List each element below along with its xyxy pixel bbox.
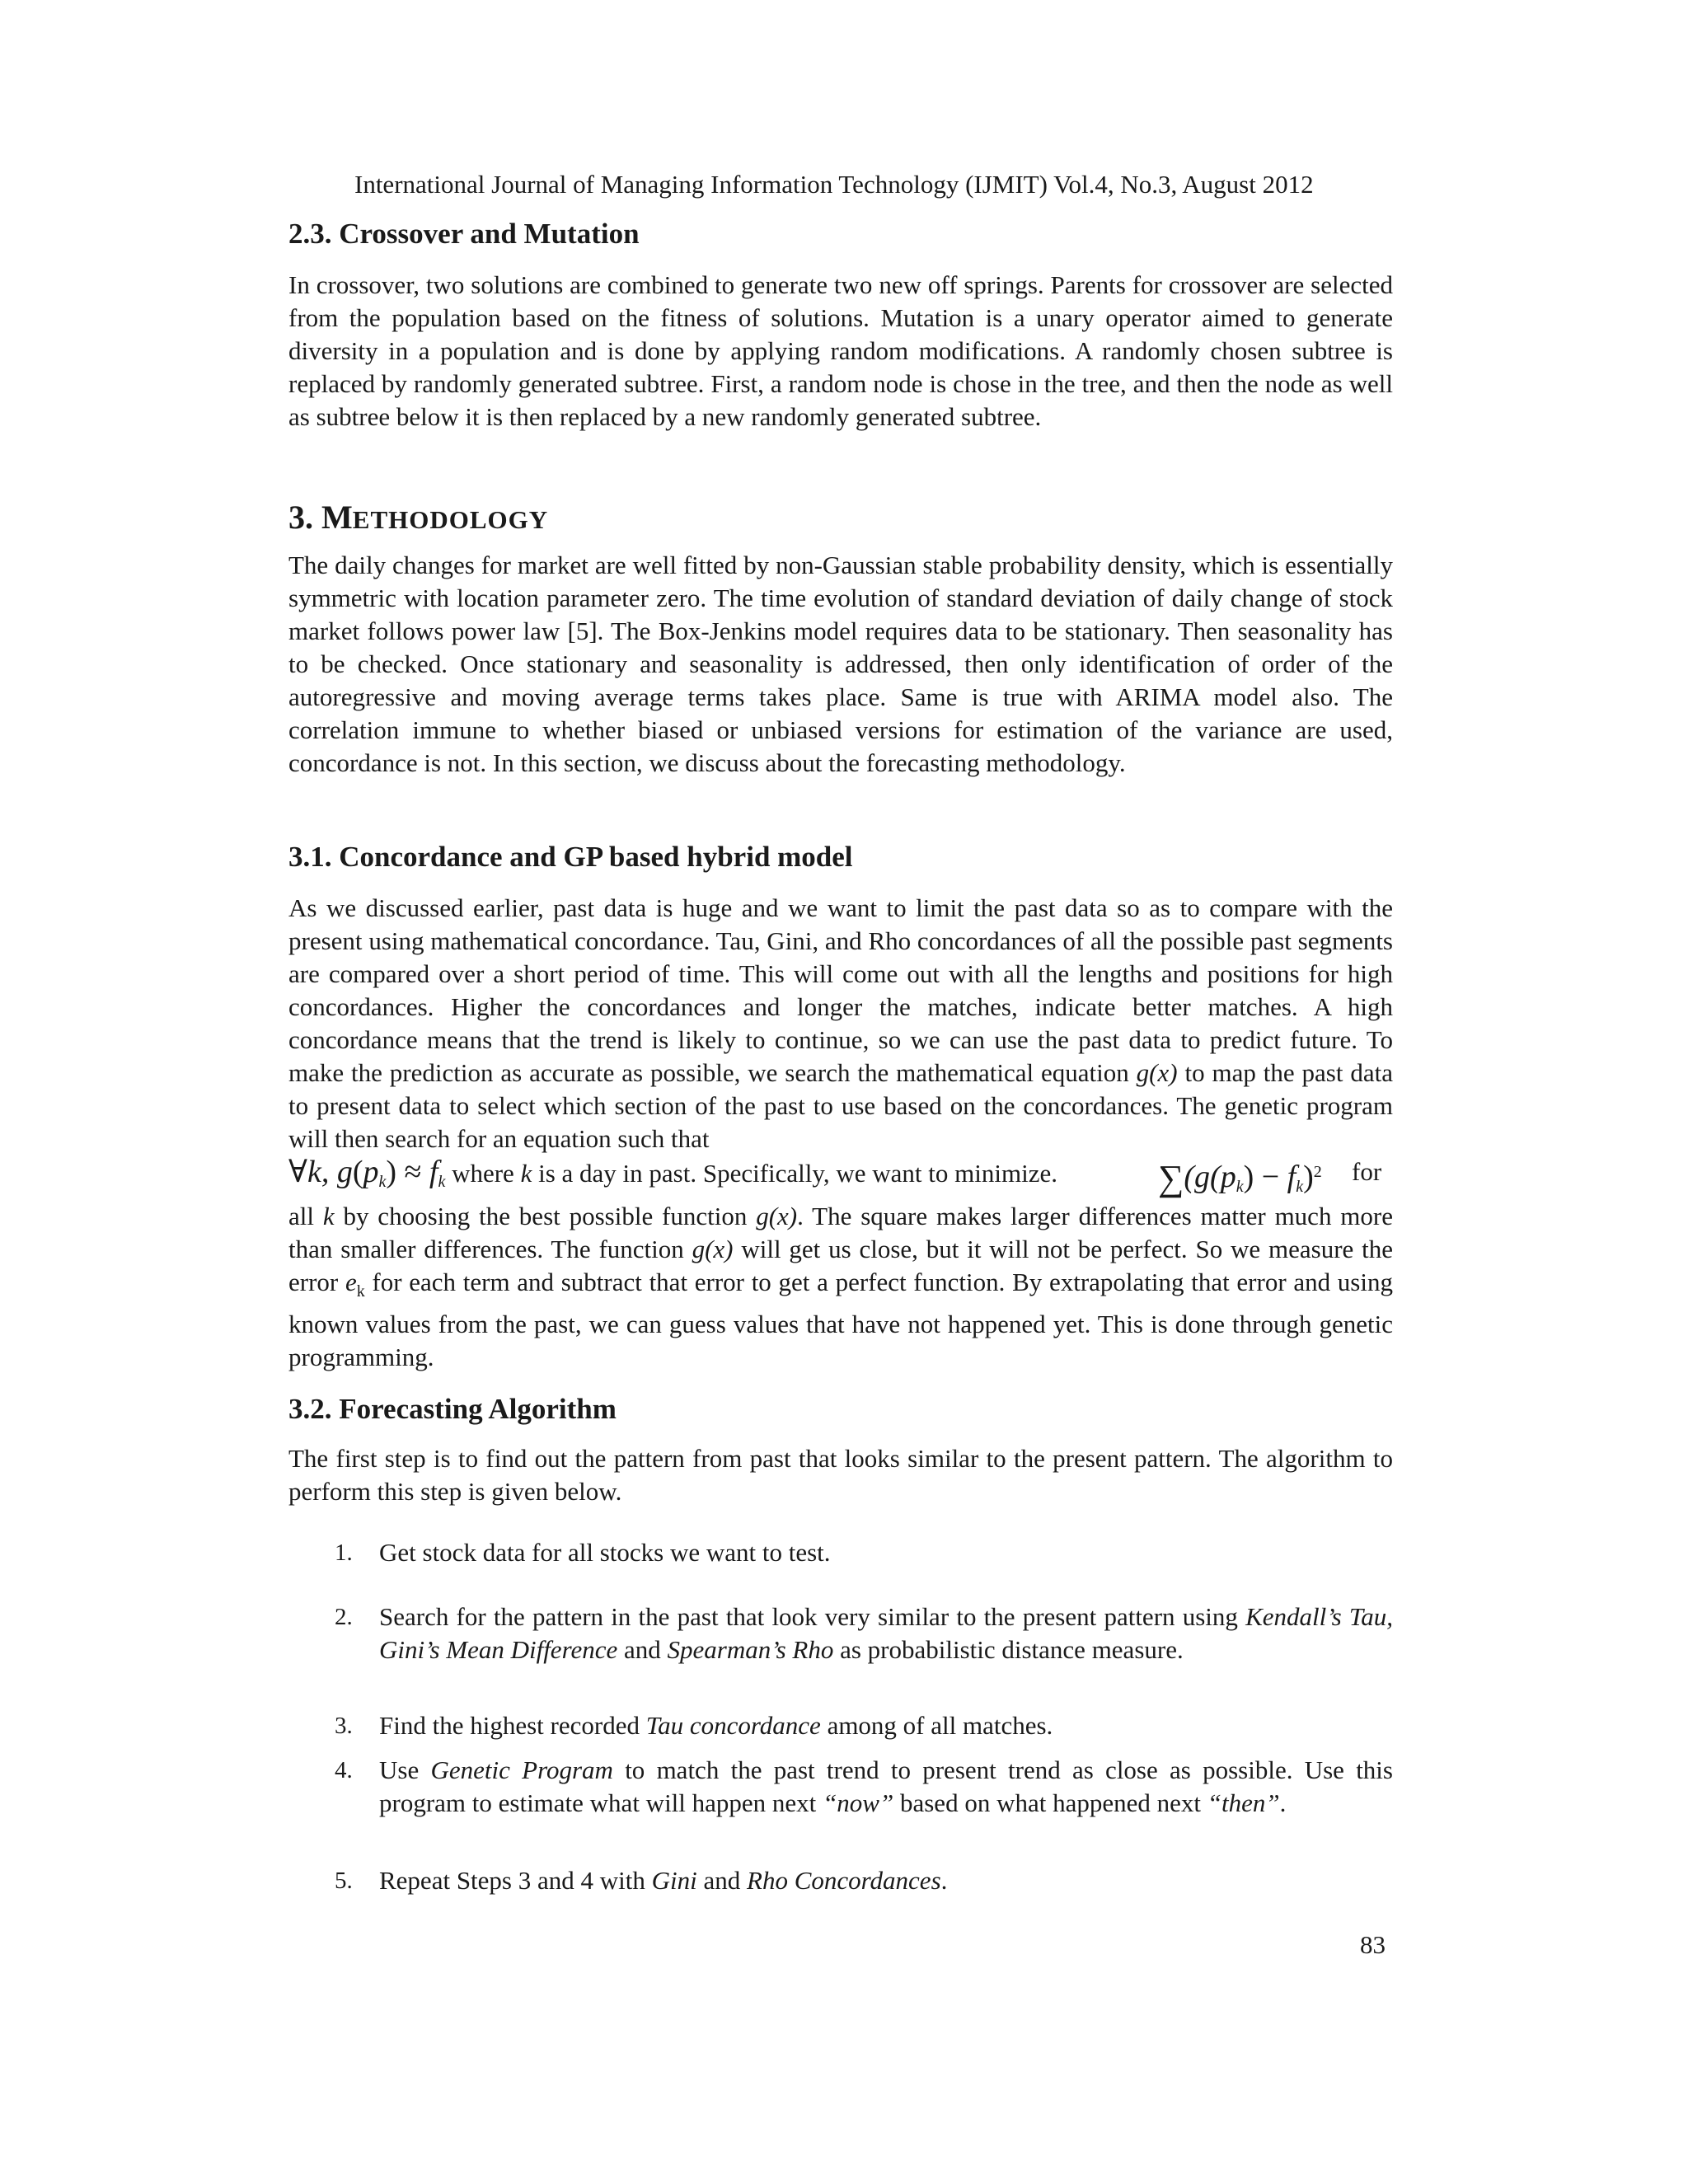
section-3-1-heading: 3.1. Concordance and GP based hybrid model (288, 841, 853, 873)
list-text-part: and (617, 1635, 668, 1664)
paragraph-text: by choosing the best possible function (334, 1202, 757, 1230)
var-k: k (322, 1202, 335, 1230)
math-var-k: k (307, 1155, 321, 1189)
list-number: 4. (335, 1757, 353, 1783)
section-3-paragraph: The daily changes for market are well fitted by non-Gaussian stable probability density, which is essentially symmetric with location parameter zero. The time evolution of standard deviation of daily change of stock market follows power law [5]. The Box-Jenkins model requires data to be stationary. Then seasonality has to be checked. Once stationary and seasonality is addressed, then only identification of order of the autoregressive and moving average terms takes place. Same is true with ARIMA model also. The correlation immune to whether biased or unbiased versions for estimation of the variance are used, concordance is not. In this section, we discuss about the forecasting methodology. (288, 551, 1393, 777)
error-e: e (345, 1268, 357, 1296)
paragraph-text: to map the past data to present data to select which section of the past to use based on the concordances. The genetic program will then search for an equation such that (288, 1058, 1393, 1153)
section-3-heading (288, 498, 1393, 537)
list-number: 2. (335, 1604, 353, 1630)
math-approx: ) ≈ (386, 1155, 429, 1189)
list-text-part: to match the past trend to present trend as close as possible. Use this program to estimate what will happen next (379, 1755, 1393, 1817)
list-number: 3. (335, 1713, 353, 1739)
error-sub-k: k (356, 1282, 365, 1301)
list-emphasis: Tau concordance (645, 1711, 821, 1740)
list-emphasis: “then” (1207, 1788, 1280, 1817)
list-text (379, 1864, 1393, 1897)
section-3-number: 3. (288, 499, 321, 536)
math-g: , g (321, 1155, 353, 1189)
section-3-1-body (288, 892, 1393, 1155)
section-2-3-heading: 2.3. Crossover and Mutation (288, 218, 640, 250)
list-emphasis: Gini (651, 1866, 697, 1895)
expr-close: ) (1303, 1160, 1314, 1194)
math-sub-k: k (378, 1173, 387, 1191)
list-text-part: Repeat Steps 3 and 4 with (379, 1866, 652, 1895)
expr-minus: ) − (1243, 1160, 1287, 1194)
expr-sub-k: k (1236, 1178, 1244, 1196)
function-g-of-x: g(x) (1136, 1058, 1178, 1087)
section-3-1-paragraph-1 (288, 892, 1393, 1155)
expr-f: f (1287, 1160, 1296, 1194)
expr-open: (g( (1184, 1160, 1221, 1194)
list-text-part: . (940, 1866, 948, 1895)
list-text-part: based on what happened next (893, 1788, 1207, 1817)
math-var-f: f (429, 1155, 438, 1189)
paragraph-text: will get us close, but it will not be perfect. So we measure the error (288, 1235, 1393, 1296)
minimize-expression (1158, 1155, 1322, 1203)
list-text (379, 1754, 1393, 1820)
list-text-part: Use (379, 1755, 431, 1784)
page-number: 83 (1360, 1930, 1386, 1959)
section-3-title-rest: ETHODOLOGY (352, 505, 549, 534)
where-rest: is a day in past. Specifically, we want to minimize. (532, 1159, 1057, 1188)
section-3-body (288, 549, 1393, 780)
list-number: 1. (335, 1540, 353, 1566)
math-paren: ( (352, 1155, 363, 1189)
for-word: for (1352, 1157, 1382, 1186)
function-g-of-x: g(x) (756, 1202, 798, 1230)
list-emphasis: Rho Concordances (747, 1866, 941, 1895)
list-text-part: Find the highest recorded (379, 1711, 646, 1740)
function-g-of-x: g(x) (692, 1235, 734, 1263)
list-text: Get stock data for all stocks we want to test. (379, 1538, 831, 1567)
section-3 (288, 498, 1393, 537)
list-emphasis: Kendall’s Tau, Gini’s Mean Difference (379, 1602, 1394, 1664)
section-3-2 (288, 1393, 1393, 1426)
section-3-title-initial: M (321, 499, 353, 536)
journal-header: International Journal of Managing Information Technology (IJMIT) Vol.4, No.3, August 2012 (354, 170, 1314, 199)
expr-sub-k: k (1296, 1178, 1304, 1196)
list-number: 5. (335, 1868, 353, 1894)
list-emphasis: “now” (823, 1788, 894, 1817)
list-emphasis: Spearman’s Rho (667, 1635, 834, 1664)
list-text (379, 1601, 1393, 1666)
expr-square: 2 (1313, 1163, 1322, 1181)
where-text: where (445, 1159, 521, 1188)
forall-symbol: ∀ (288, 1155, 307, 1189)
expr-p: p (1220, 1160, 1236, 1194)
list-text-part: among of all matches. (820, 1711, 1053, 1740)
math-sub-k: k (438, 1173, 446, 1191)
list-text (379, 1709, 1393, 1742)
section-3-2-paragraph: The first step is to find out the pattern from past that looks similar to the present pattern. The algorithm to perform this step is given below. (288, 1444, 1393, 1506)
equation-line (288, 1155, 1393, 1198)
list-text-part: and (696, 1866, 748, 1895)
section-3-2-body (288, 1442, 1393, 1508)
math-var-p: p (363, 1155, 379, 1189)
section-2-3-paragraph: In crossover, two solutions are combined to generate two new off springs. Parents for crossover are selected from the population based on the fitness of solutions. Mutation is a unary operator aimed to generate diversity in a population and is done by applying random modifications. A randomly chosen subtree is replaced by randomly generated subtree. First, a random node is chose in the tree, and then the node as well as subtree below it is then replaced by a new randomly generated subtree. (288, 270, 1393, 431)
paragraph-text: As we discussed earlier, past data is huge and we want to limit the past data so as to compare with the present using mathematical concordance. Tau, Gini, and Rho concordances of all the possible past segments are compared over a short period of time. This will come out with all the lengths and positions for high concordances. Higher the concordances and longer the matches, indicate better matches. A high concordance means that the trend is likely to continue, so we can use the past data to predict future. To make the prediction as accurate as possible, we search the mathematical equation (288, 893, 1393, 1087)
list-text-part: . (1279, 1788, 1287, 1817)
section-2-3-body (288, 269, 1393, 434)
paragraph-text: . The square makes larger differences matter much more than smaller differences. The function (288, 1202, 1393, 1263)
section-2-3 (288, 218, 1393, 251)
section-3-2-heading: 3.2. Forecasting Algorithm (288, 1393, 617, 1425)
list-emphasis: Genetic Program (430, 1755, 613, 1784)
section-3-1 (288, 841, 1393, 874)
section-3-1-body-2 (288, 1200, 1393, 1374)
list-text-part: as probabilistic distance measure. (833, 1635, 1184, 1664)
where-k: k (520, 1159, 532, 1188)
list-text-part: Search for the pattern in the past that look very similar to the present pattern using (379, 1602, 1246, 1631)
sum-symbol: ∑ (1158, 1158, 1184, 1198)
paragraph-text: for each term and subtract that error to get a perfect function. By extrapolating that error and using known values from the past, we can guess values that have not happened yet. This is done through genetic programming. (288, 1268, 1393, 1372)
section-3-1-paragraph-2 (288, 1200, 1393, 1374)
paragraph-text: all (288, 1202, 323, 1230)
